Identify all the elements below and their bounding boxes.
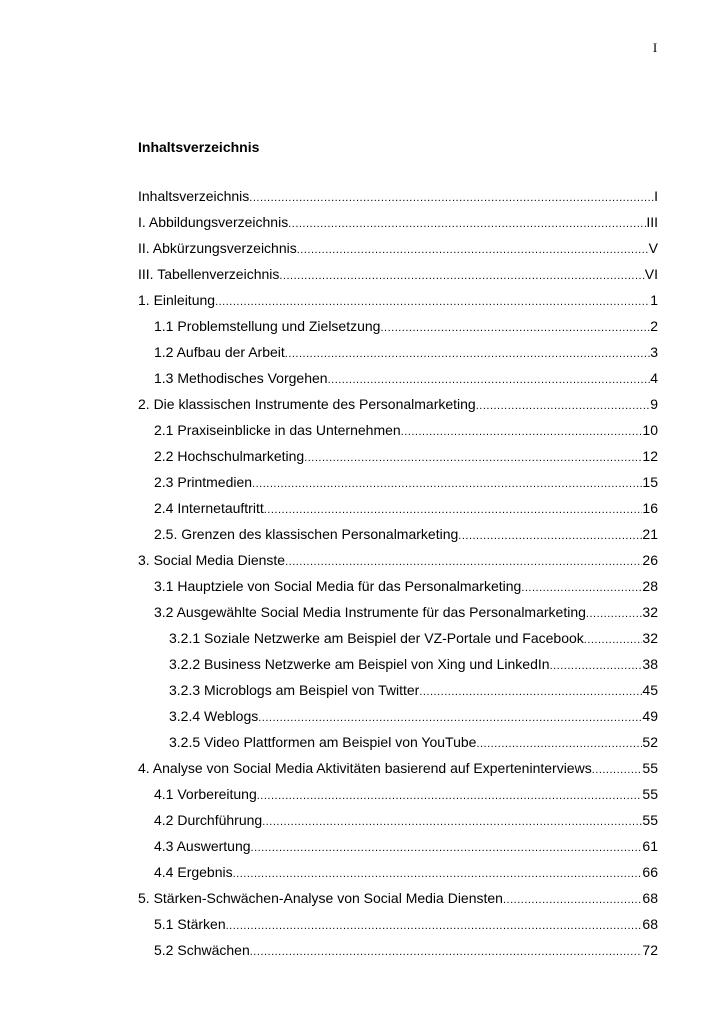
toc-entry-title: 3.2.2 Business Netzwerke am Beispiel von Xing und LinkedIn <box>169 656 550 672</box>
toc-entry-page-number: VI <box>644 266 658 282</box>
toc-entry-title: II. Abkürzungsverzeichnis <box>138 240 297 256</box>
toc-dot-leader <box>476 734 642 754</box>
toc-entry-title: 4.4 Ergebnis <box>154 864 233 880</box>
toc-entry-title: III. Tabellenverzeichnis <box>138 266 280 282</box>
toc-entry-page-number: 9 <box>650 396 658 412</box>
toc-entry-page-number: 49 <box>642 708 658 724</box>
toc-dot-leader <box>503 890 642 910</box>
toc-entry-page-number: 1 <box>650 292 658 308</box>
toc-dot-leader <box>258 708 642 728</box>
toc-entry-page-number: 55 <box>642 786 658 802</box>
toc-dot-leader <box>380 318 650 338</box>
toc-entry-title: I. Abbildungsverzeichnis <box>138 214 289 230</box>
toc-entry-title: 4.2 Durchführung <box>154 812 263 828</box>
toc-dot-leader <box>215 292 650 312</box>
toc-dot-leader <box>288 214 646 234</box>
page-title: Inhaltsverzeichnis <box>138 139 260 155</box>
toc-entry-title: 2.5. Grenzen des klassischen Personalmarketing <box>154 526 459 542</box>
toc-dot-leader <box>285 344 650 364</box>
toc-entry-page-number: 38 <box>642 656 658 672</box>
toc-entry-page-number: 10 <box>642 422 658 438</box>
toc-entry-page-number: 12 <box>642 448 658 464</box>
toc-dot-leader <box>458 526 642 546</box>
toc-entry-title: 2.4 Internetauftritt <box>154 500 264 516</box>
toc-entry[interactable] <box>138 550 658 576</box>
toc-entry[interactable] <box>138 472 658 498</box>
toc-entry[interactable] <box>138 940 658 966</box>
toc-dot-leader <box>419 682 642 702</box>
toc-dot-leader <box>285 552 642 572</box>
toc-entry-page-number: 26 <box>642 552 658 568</box>
toc-entry[interactable] <box>138 394 658 420</box>
toc-dot-leader <box>304 448 642 468</box>
toc-entry-title: Inhaltsverzeichnis <box>138 188 250 204</box>
toc-dot-leader <box>249 188 654 208</box>
toc-dot-leader <box>521 578 642 598</box>
toc-dot-leader <box>257 786 643 806</box>
toc-entry-page-number: 2 <box>650 318 658 334</box>
toc-dot-leader <box>550 656 643 676</box>
toc-entry-title: 2.2 Hochschulmarketing <box>154 448 305 464</box>
toc-entry[interactable] <box>138 212 658 238</box>
toc-entry[interactable] <box>138 524 658 550</box>
toc-entry[interactable] <box>138 290 658 316</box>
toc-entry-page-number: 21 <box>642 526 658 542</box>
toc-entry[interactable] <box>138 238 658 264</box>
toc-entry-page-number: 3 <box>650 344 658 360</box>
toc-entry-title: 1. Einleitung <box>138 292 216 308</box>
toc-entry[interactable] <box>138 888 658 914</box>
toc-entry-page-number: 32 <box>642 630 658 646</box>
toc-entry[interactable] <box>138 342 658 368</box>
toc-entry-page-number: 15 <box>642 474 658 490</box>
toc-entry-title: 5.1 Stärken <box>154 916 226 932</box>
toc-entry[interactable] <box>138 758 658 784</box>
toc-entry-title: 2.3 Printmedien <box>154 474 253 490</box>
toc-entry-page-number: 55 <box>642 760 658 776</box>
toc-dot-leader <box>584 630 643 650</box>
toc-entry-title: 5.2 Schwächen <box>154 942 250 958</box>
toc-entry-page-number: III <box>646 214 658 230</box>
toc-entry-page-number: 28 <box>642 578 658 594</box>
toc-entry-title: 1.2 Aufbau der Arbeit <box>154 344 285 360</box>
toc-entry-page-number: I <box>654 188 658 204</box>
toc-dot-leader <box>251 838 643 858</box>
toc-dot-leader <box>586 604 643 624</box>
toc-entry-title: 4. Analyse von Social Media Aktivitäten basierend auf Experteninterviews <box>138 760 592 776</box>
toc-entry[interactable] <box>138 914 658 940</box>
toc-entry[interactable] <box>138 706 658 732</box>
page-number: I <box>652 40 658 55</box>
toc-entry-page-number: 4 <box>650 370 658 386</box>
toc-dot-leader <box>279 266 644 286</box>
toc-entry-page-number: 32 <box>642 604 658 620</box>
toc-entry-title: 3.2.4 Weblogs <box>169 708 259 724</box>
toc-entry[interactable] <box>138 316 658 342</box>
toc-entry-title: 3. Social Media Dienste <box>138 552 286 568</box>
toc-dot-leader <box>592 760 643 780</box>
toc-dot-leader <box>252 474 642 494</box>
toc-dot-leader <box>226 916 643 936</box>
toc-entry[interactable] <box>138 680 658 706</box>
toc-entry-title: 5. Stärken-Schwächen-Analyse von Social Media Diensten <box>138 890 503 906</box>
toc-entry-title: 3.2.1 Soziale Netzwerke am Beispiel der VZ-Portale und Facebook <box>169 630 584 646</box>
toc-entry[interactable] <box>138 264 658 290</box>
toc-entry-page-number: 68 <box>642 916 658 932</box>
toc-entry[interactable] <box>138 446 658 472</box>
toc-entry-title: 3.1 Hauptziele von Social Media für das Personalmarketing <box>154 578 522 594</box>
toc-entry-title: 4.1 Vorbereitung <box>154 786 257 802</box>
toc-entry-page-number: 55 <box>642 812 658 828</box>
toc-entry[interactable] <box>138 732 658 758</box>
toc-entry-page-number: 52 <box>642 734 658 750</box>
table-of-contents <box>138 186 658 966</box>
toc-entry-title: 4.3 Auswertung <box>154 838 251 854</box>
toc-entry[interactable] <box>138 628 658 654</box>
toc-entry[interactable] <box>138 784 658 810</box>
toc-entry[interactable] <box>138 654 658 680</box>
toc-entry-page-number: 68 <box>642 890 658 906</box>
toc-entry-title: 3.2 Ausgewählte Social Media Instrumente für das Personalmarketing <box>154 604 586 620</box>
toc-dot-leader <box>476 396 650 416</box>
toc-entry[interactable] <box>138 576 658 602</box>
toc-entry-title: 3.2.3 Microblogs am Beispiel von Twitter <box>169 682 420 698</box>
toc-entry-title: 1.3 Methodisches Vorgehen <box>154 370 328 386</box>
toc-dot-leader <box>250 942 643 962</box>
toc-entry-page-number: 66 <box>642 864 658 880</box>
toc-entry[interactable] <box>138 368 658 394</box>
toc-dot-leader <box>264 500 643 520</box>
toc-entry[interactable] <box>138 420 658 446</box>
toc-dot-leader <box>328 370 651 390</box>
toc-dot-leader <box>401 422 643 442</box>
toc-entry[interactable] <box>138 602 658 628</box>
toc-entry-title: 1.1 Problemstellung und Zielsetzung <box>154 318 381 334</box>
toc-entry-title: 3.2.5 Video Plattformen am Beispiel von YouTube <box>169 734 477 750</box>
toc-entry-title: 2. Die klassischen Instrumente des Personalmarketing <box>138 396 476 412</box>
toc-entry-page-number: 45 <box>642 682 658 698</box>
toc-dot-leader <box>297 240 649 260</box>
toc-dot-leader <box>233 864 643 884</box>
toc-entry-page-number: V <box>648 240 658 256</box>
toc-entry[interactable] <box>138 810 658 836</box>
toc-entry[interactable] <box>138 862 658 888</box>
toc-entry-page-number: 61 <box>642 838 658 854</box>
toc-entry-title: 2.1 Praxiseinblicke in das Unternehmen <box>154 422 401 438</box>
toc-entry[interactable] <box>138 498 658 524</box>
toc-entry-page-number: 72 <box>642 942 658 958</box>
toc-entry[interactable] <box>138 186 658 212</box>
toc-entry-page-number: 16 <box>642 500 658 516</box>
toc-entry[interactable] <box>138 836 658 862</box>
toc-dot-leader <box>262 812 642 832</box>
